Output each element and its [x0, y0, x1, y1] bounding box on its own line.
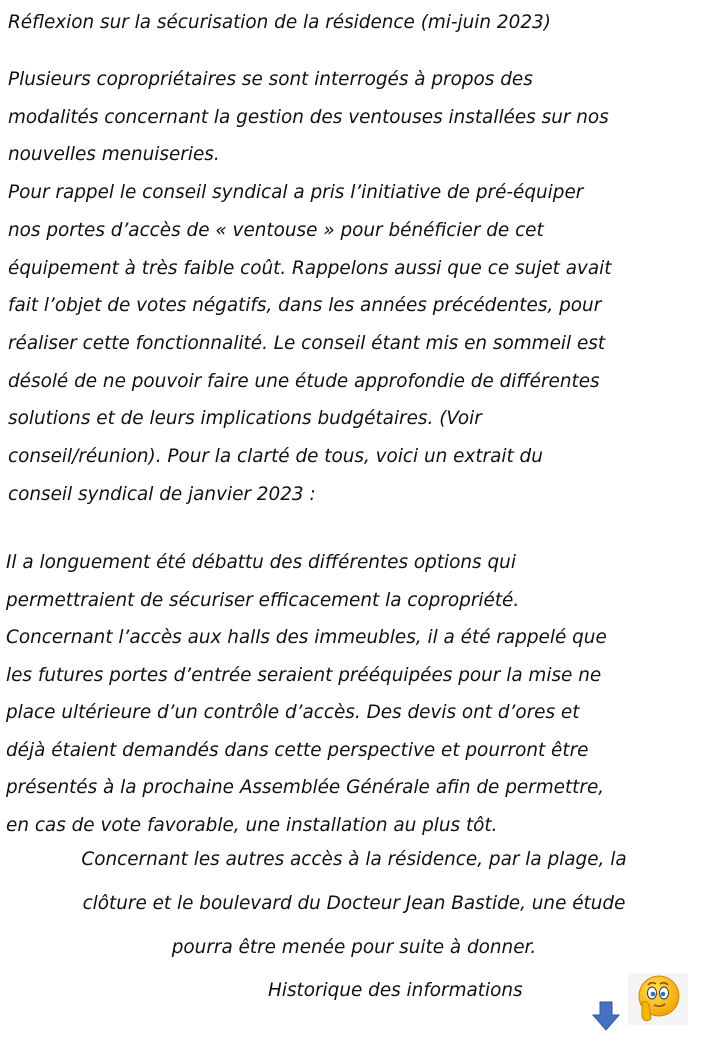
history-link[interactable]: Historique des informations [268, 980, 523, 1001]
text-line: équipement à très faible coût. Rappelons aussi que ce sujet avait [8, 257, 612, 279]
arrow-down-icon[interactable] [591, 1001, 621, 1031]
text-line: conseil syndical de janvier 2023 : [8, 483, 316, 505]
text-line: nos portes d’accès de « ventouse » pour bénéficier de cet [8, 219, 544, 241]
text-line: permettraient de sécuriser efficacement la copropriété. [6, 589, 520, 611]
text-line: conseil/réunion). Pour la clarté de tous, voici un extrait du [8, 446, 543, 467]
text-line: pourra être menée pour suite à donner. [171, 937, 537, 958]
text-line: déjà étaient demandés dans cette perspective et pourront être [6, 739, 589, 761]
thinking-smiley-icon [628, 973, 688, 1025]
text-line: solutions et de leurs implications budgétaires. (Voir [8, 408, 482, 430]
text-line: fait l’objet de votes négatifs, dans les années précédentes, pour [8, 295, 602, 317]
text-line: Concernant l’accès aux halls des immeubles, il a été rappelé que [6, 627, 607, 648]
text-line: nouvelles menuiseries. [8, 144, 220, 166]
text-line: Pour rappel le conseil syndical a pris l’initiative de pré-équiper [8, 182, 584, 204]
text-line: désolé de ne pouvoir faire une étude approfondie de différentes [8, 370, 600, 392]
text-line: en cas de vote favorable, une installation au plus tôt. [6, 814, 498, 836]
text-line: Plusieurs copropriétaires se sont interrogés à propos des [8, 69, 533, 90]
text-line: les futures portes d’entrée seraient prééquipées pour la mise ne [6, 664, 602, 686]
document-title: Réflexion sur la sécurisation de la résidence (mi-juin 2023) [8, 12, 551, 33]
text-line: modalités concernant la gestion des ventouses installées sur nos [8, 106, 609, 128]
text-line: réaliser cette fonctionnalité. Le conseil étant mis en sommeil est [8, 332, 606, 354]
text-line: Il a longuement été débattu des différentes options qui [6, 552, 516, 573]
text-line: Concernant les autres accès à la résidence, par la plage, la [81, 849, 627, 870]
text-line: clôture et le boulevard du Docteur Jean Bastide, une étude [82, 893, 626, 914]
text-line: présentés à la prochaine Assemblée Générale afin de permettre, [6, 777, 605, 798]
text-line: place ultérieure d’un contrôle d’accès. Des devis ont d’ores et [6, 702, 580, 723]
